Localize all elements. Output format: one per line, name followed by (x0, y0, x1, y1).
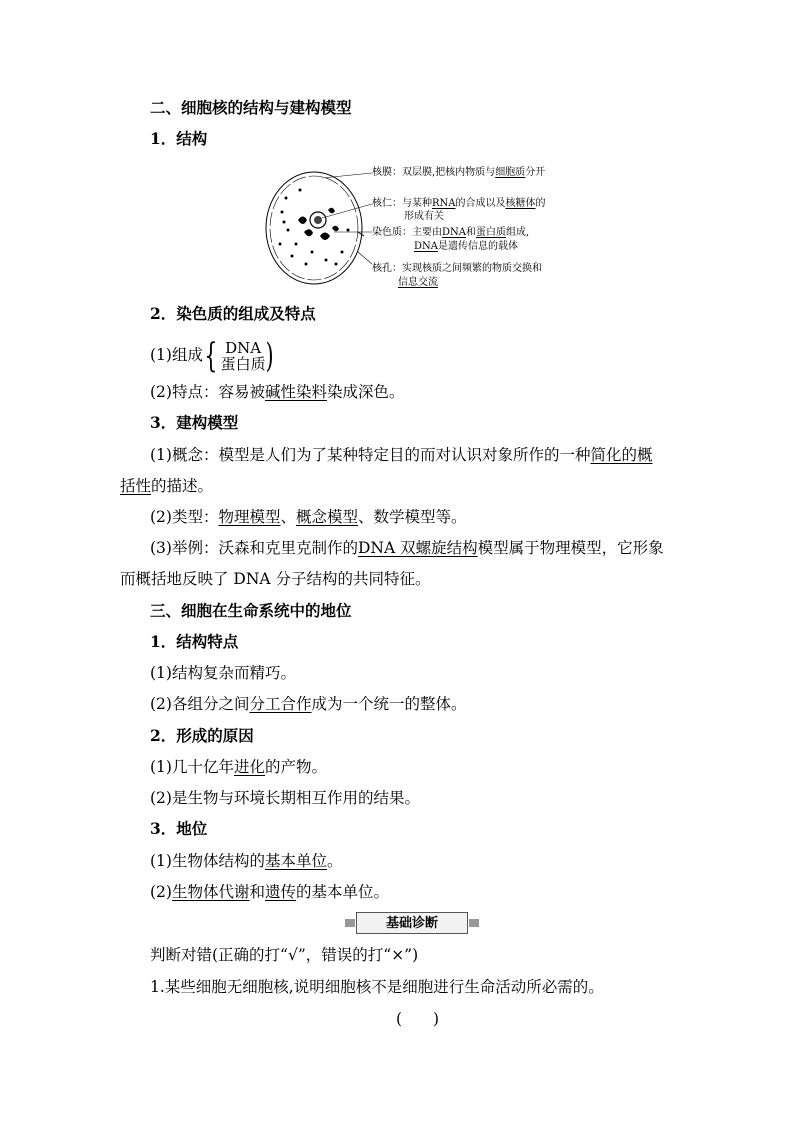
section-badge: 基础诊断 (356, 912, 468, 934)
label-nucleolus-line2: 形成有关 (404, 211, 444, 222)
section-2-title: 二、细胞核的结构与建构模型 (150, 98, 352, 117)
nucleolus-core (314, 216, 322, 224)
chromatin-blob (328, 208, 335, 214)
subheading-status: 3．地位 (150, 819, 208, 838)
structure-feature-1: (1)结构复杂而精巧。 (150, 664, 296, 682)
nuclear-pore (358, 232, 364, 236)
chromatin-feature: (2)特点：容易被碱性染料染成深色。 (150, 383, 405, 401)
chromatin-blob (298, 217, 307, 225)
subheading-formation: 2．形成的原因 (150, 726, 254, 745)
status-1: (1)生物体结构的基本单位。 (150, 852, 343, 870)
label-nuclear-pore-line2: 信息交流 (398, 277, 438, 288)
model-concept: (1)概念：模型是人们为了某种特定目的而对认识对象所作的一种简化的概 (150, 446, 653, 464)
formation-2: (2)是生物与环境长期相互作用的结果。 (150, 789, 420, 807)
subheading-structure: 1．结构 (150, 129, 208, 148)
left-brace: { (204, 336, 218, 376)
chromatin-blob (332, 226, 339, 232)
formation-1: (1)几十亿年进化的产物。 (150, 758, 327, 776)
right-brace: ) (265, 336, 274, 376)
chromatin-blob (320, 233, 330, 241)
model-example: (3)举例：沃森和克里克制作的DNA 双螺旋结构模型属于物理模型，它形象 (150, 539, 664, 557)
section-3-title: 三、细胞在生命系统中的地位 (150, 601, 352, 620)
answer-blank[interactable]: ( ) (396, 1010, 440, 1028)
nuclear-envelope-inner (270, 176, 358, 280)
model-types: (2)类型：物理模型、概念模型、数学模型等。 (150, 508, 467, 526)
leader-line (322, 173, 372, 178)
label-nucleolus: 核仁：与某种RNA的合成以及核糖体的 (372, 198, 546, 209)
label-nuclear-envelope: 核膜：双层膜,把核内物质与细胞质分开 (372, 167, 546, 178)
leader-line (358, 252, 372, 264)
chromatin-composition: (1)组成{ DNA 蛋白质 ) (150, 336, 274, 376)
subheading-model: 3．建构模型 (150, 413, 239, 432)
label-chromatin-line2: DNA是遗传信息的载体 (414, 241, 518, 252)
model-concept-line2: 括性的描述。 (120, 477, 214, 495)
subheading-structure-features: 1．结构特点 (150, 632, 239, 651)
judge-instructions: 判断对错(正确的打“√”，错误的打“×”) (150, 946, 419, 964)
model-example-line2: 而概括地反映了 DNA 分子结构的共同特征。 (120, 570, 431, 588)
chromatin-blob (304, 229, 313, 236)
cell-nucleus-outline (266, 172, 362, 284)
status-2: (2)生物体代谢和遗传的基本单位。 (150, 883, 390, 901)
structure-feature-2: (2)各组分之间分工合作成为一个统一的整体。 (150, 695, 467, 713)
subheading-chromatin: 2．染色质的组成及特点 (150, 304, 316, 323)
label-chromatin: 染色质：主要由DNA和蛋白质组成, (372, 227, 530, 238)
label-nuclear-pore: 核孔：实现核质之间频繁的物质交换和 (372, 263, 542, 274)
question-1: 1.某些细胞无细胞核,说明细胞核不是细胞进行生命活动所必需的。 (150, 978, 604, 996)
nucleus-diagram (262, 160, 372, 295)
